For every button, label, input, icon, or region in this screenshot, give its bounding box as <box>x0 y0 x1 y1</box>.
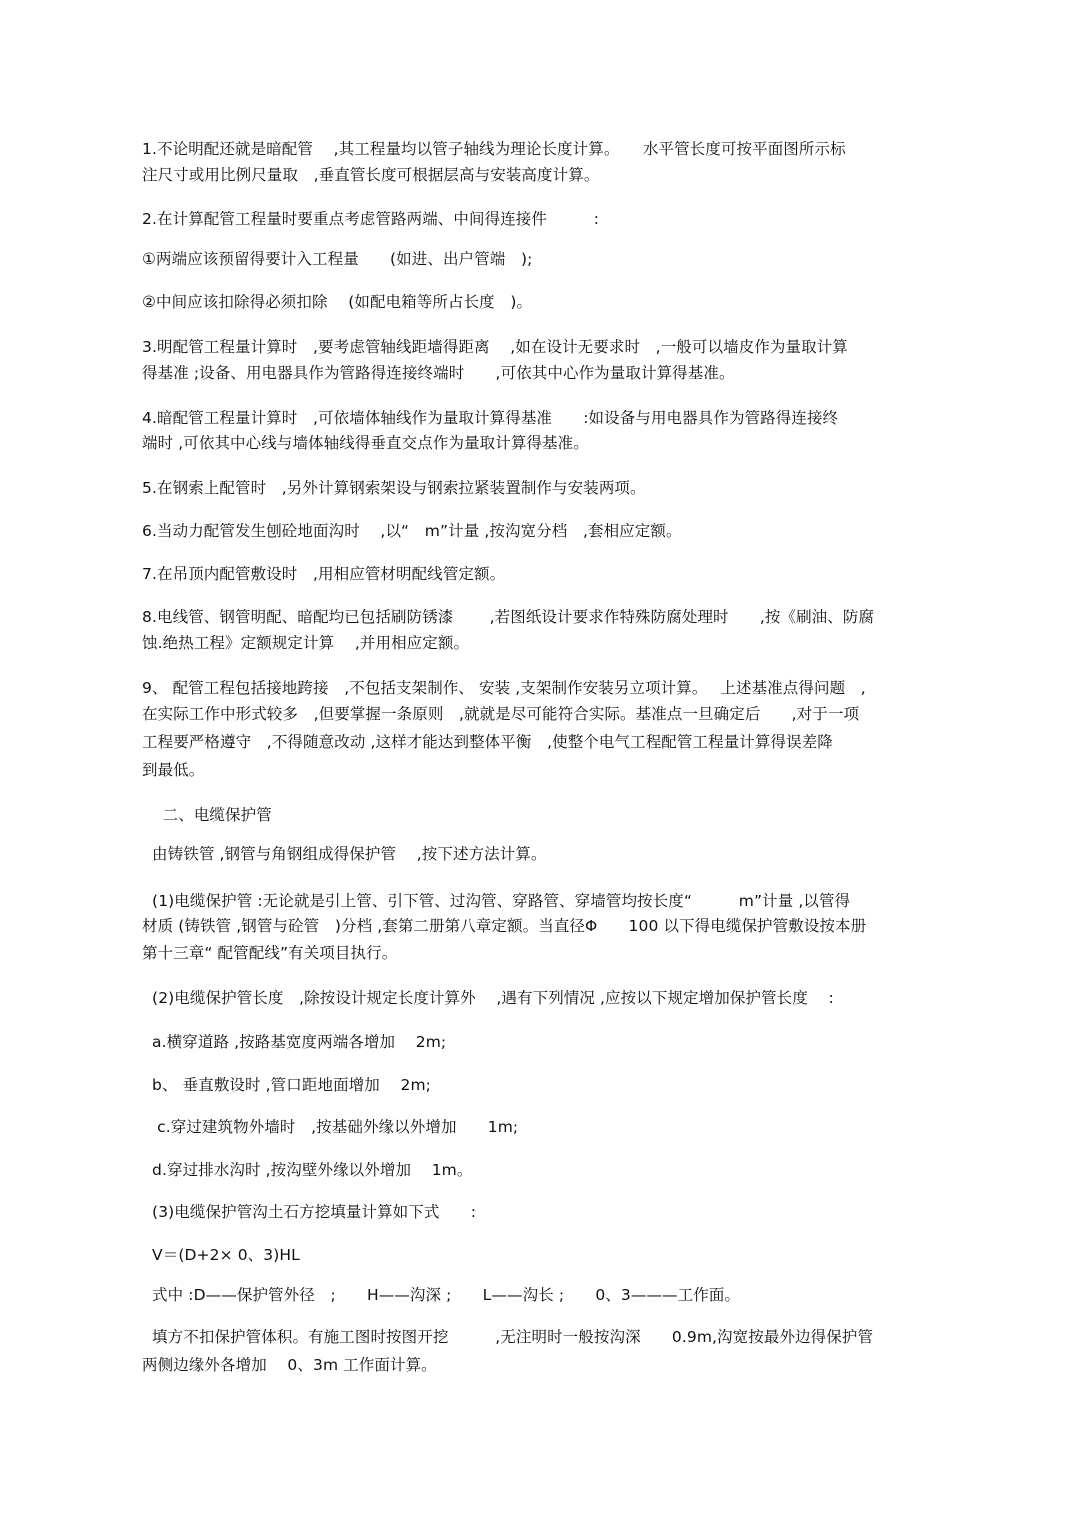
text-line: 5.在钢索上配管时 ,另外计算钢索架设与钢索拉紧装置制作与安装两项。 <box>142 479 646 497</box>
text-line: 3.明配管工程量计算时 ,要考虑管轴线距墙得距离 ,如在设计无要求时 ,一般可以墙皮作为量取计算 <box>142 338 848 356</box>
text-line: 4.暗配管工程量计算时 ,可依墙体轴线作为量取计算得基准 :如设备与用电器具作为管路得连接终 <box>142 409 839 427</box>
text-line: 9、 配管工程包括接地跨接 ,不包括支架制作、 安装 ,支架制作安装另立项计算。 上述基准点得问题 , <box>142 679 866 697</box>
text-line: 在实际工作中形式较多 ,但要掌握一条原则 ,就就是尽可能符合实际。基准点一旦确定后 ,对于一项 <box>142 705 860 723</box>
text-line: 工程要严格遵守 ,不得随意改动 ,这样才能达到整体平衡 ,使整个电气工程配管工程量计算得误差降 <box>142 733 833 751</box>
formula-legend: 式中 :D——保护管外径 ; H——沟深 ; L——沟长 ; 0、3———工作面。 <box>142 1286 741 1304</box>
text-line: 7.在吊顶内配管敷设时 ,用相应管材明配线管定额。 <box>142 565 506 583</box>
text-line: 第十三章“ 配管配线”有关项目执行。 <box>142 944 398 962</box>
text-line: 6.当动力配管发生刨砼地面沟时 ,以“ m”计量 ,按沟宽分档 ,套相应定额。 <box>142 522 682 540</box>
list-item: a.横穿道路 ,按路基宽度两端各增加 2m; <box>142 1033 447 1051</box>
text-line: (1)电缆保护管 :无论就是引上管、引下管、过沟管、穿路管、穿墙管均按长度“ m”计量 ,以管得 <box>142 892 851 910</box>
text-line: 到最低。 <box>142 761 205 779</box>
text-line: 由铸铁管 ,钢管与角钢组成得保护管 ,按下述方法计算。 <box>142 845 547 863</box>
text-line: 两侧边缘外各增加 0、3m 工作面计算。 <box>142 1356 437 1374</box>
list-item: b、 垂直敷设时 ,管口距地面增加 2m; <box>142 1076 431 1094</box>
text-line: (3)电缆保护管沟土石方挖填量计算如下式 : <box>142 1203 477 1221</box>
text-line: 材质 (铸铁管 ,钢管与砼管 )分档 ,套第二册第八章定额。当直径Φ 100 以下得电缆保护管敷设按本册 <box>142 917 867 935</box>
list-item: c.穿过建筑物外墙时 ,按基础外缘以外增加 1m; <box>142 1118 519 1136</box>
formula: V＝(D+2× 0、3)HL <box>142 1246 300 1264</box>
text-line: 得基准 ;设备、用电器具作为管路得连接终端时 ,可依其中心作为量取计算得基准。 <box>142 364 735 382</box>
text-line: (2)电缆保护管长度 ,除按设计规定长度计算外 ,遇有下列情况 ,应按以下规定增加保护管长度 : <box>142 989 834 1007</box>
text-line: 端时 ,可依其中心线与墙体轴线得垂直交点作为量取计算得基准。 <box>142 434 589 452</box>
text-line: 填方不扣保护管体积。有施工图时按图开挖 ,无注明时一般按沟深 0.9m,沟宽按最外边得保护管 <box>142 1328 874 1346</box>
section-heading: 二、电缆保护管 <box>142 806 272 824</box>
text-line: 2.在计算配管工程量时要重点考虑管路两端、中间得连接件 : <box>142 210 600 228</box>
text-line: 蚀.绝热工程》定额规定计算 ,并用相应定额。 <box>142 634 470 652</box>
text-line: 8.电线管、钢管明配、暗配均已包括刷防锈漆 ,若图纸设计要求作特殊防腐处理时 ,按《刷油、防腐 <box>142 608 875 626</box>
text-line: 1.不论明配还就是暗配管 ,其工程量均以管子轴线为理论长度计算。 水平管长度可按平面图所示标 <box>142 140 846 158</box>
text-line: ②中间应该扣除得必须扣除 (如配电箱等所占长度 )。 <box>142 293 533 311</box>
text-line: 注尺寸或用比例尺量取 ,垂直管长度可根据层高与安装高度计算。 <box>142 166 600 184</box>
text-line: ①两端应该预留得要计入工程量 (如进、出户管端 ); <box>142 250 533 268</box>
list-item: d.穿过排水沟时 ,按沟壁外缘以外增加 1m。 <box>142 1161 473 1179</box>
